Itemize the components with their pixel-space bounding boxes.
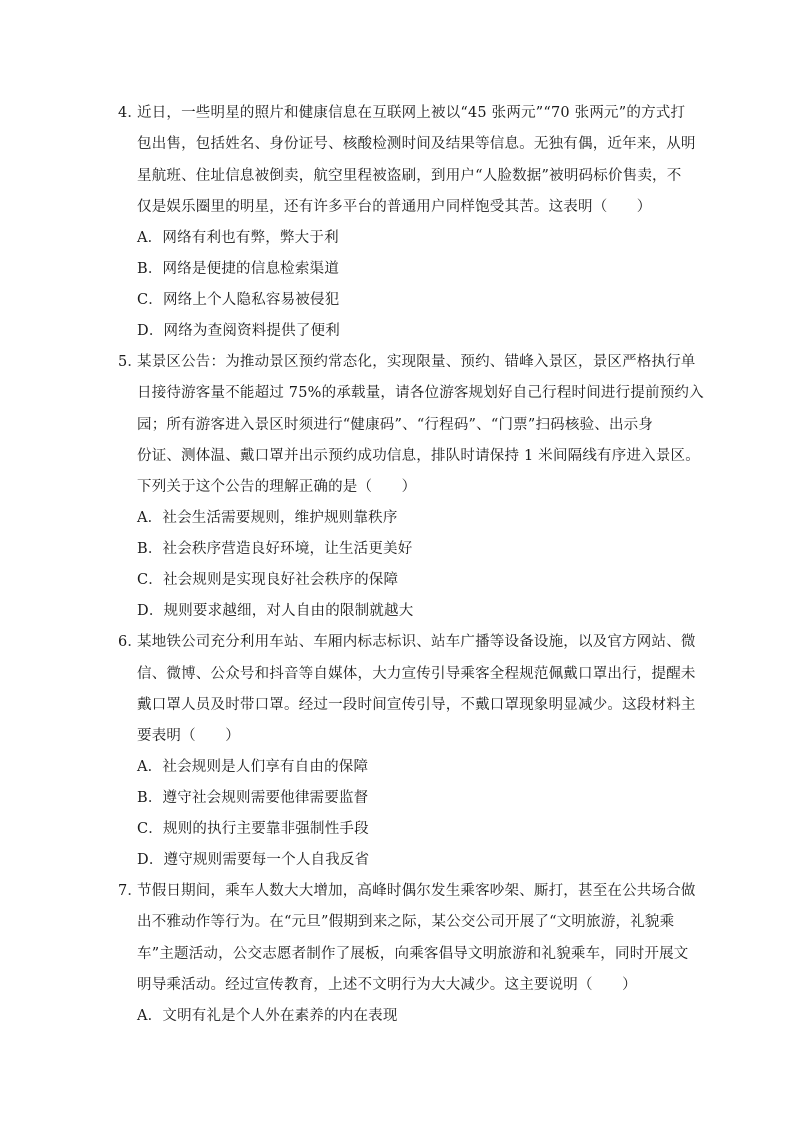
question-number: 6． (118, 634, 143, 650)
question-stem-line: 出不雅动作等行为。在“元旦”假期到来之际，某公交公司开展了“文明旅游，礼貌乘 (137, 914, 675, 930)
question-number: 7． (118, 883, 143, 899)
question-stem-line: 信、微博、公众号和抖音等自媒体，大力宣传引导乘客全程规范佩戴口罩出行，提醒未 (137, 666, 696, 682)
question-number: 4． (118, 105, 143, 121)
question-stem-line: 包出售，包括姓名、身份证号、核酸检测时间及结果等信息。无独有偶，近年来，从明 (137, 136, 696, 152)
option-a: A．文明有礼是个人外在素养的内在表现 (137, 1008, 398, 1024)
question-stem-line: 仅是娱乐圈里的明星，还有许多平台的普通用户同样饱受其苦。这表明（ ） (137, 199, 652, 215)
question-stem-line: 园；所有游客进入景区时须进行“健康码”、“行程码”、“门票”扫码核验、出示身 (137, 417, 654, 433)
option-c: C．规则的执行主要靠非强制性手段 (137, 821, 369, 837)
option-a: A．网络有利也有弊，弊大于利 (137, 230, 339, 246)
question-stem-line: 某景区公告：为推动景区预约常态化，实现限量、预约、错峰入景区，景区严格执行单 (137, 354, 696, 370)
question-stem-line: 日接待游客量不能超过 75%的承载量，请各位游客规划好自己行程时间进行提前预约入 (137, 385, 704, 401)
question-stem-line: 星航班、住址信息被倒卖，航空里程被盗刷，到用户“人脸数据”被明码标价售卖，不 (137, 168, 682, 184)
option-c: C．网络上个人隐私容易被侵犯 (137, 292, 340, 308)
question-stem-line: 下列关于这个公告的理解正确的是（ ） (137, 479, 417, 495)
option-b: B．遵守社会规则需要他律需要监督 (137, 790, 369, 806)
question-stem-line: 份证、测体温、戴口罩并出示预约成功信息，排队时请保持 1 米间隔线有序进入景区。 (137, 448, 700, 464)
option-d: D．规则要求越细，对人自由的限制就越大 (137, 603, 414, 619)
question-stem-line: 某地铁公司充分利用车站、车厢内标志标识、站车广播等设备设施，以及官方网站、微 (137, 634, 696, 650)
option-d: D．遵守规则需要每一个人自我反省 (137, 852, 370, 868)
question-stem-line: 要表明（ ） (137, 728, 240, 744)
option-b: B．社会秩序营造良好环境，让生活更美好 (137, 541, 413, 557)
option-b: B．网络是便捷的信息检索渠道 (137, 261, 339, 277)
question-stem-line: 节假日期间，乘车人数大大增加，高峰时偶尔发生乘客吵架、厮打，甚至在公共场合做 (137, 883, 696, 899)
question-stem-line: 明导乘活动。经过宣传教育，上述不文明行为大大减少。这主要说明（ ） (137, 977, 637, 993)
question-number: 5． (118, 354, 143, 370)
question-stem-line: 车”主题活动，公交志愿者制作了展板，向乘客倡导文明旅游和礼貌乘车，同时开展文 (137, 946, 689, 962)
question-stem-line: 近日，一些明星的照片和健康信息在互联网上被以“45 张两元”“70 张两元”的方式打 (137, 105, 686, 121)
question-stem-line: 戴口罩人员及时带口罩。经过一段时间宣传引导，不戴口罩现象明显减少。这段材料主 (137, 697, 696, 713)
option-d: D．网络为查阅资料提供了便利 (137, 323, 340, 339)
option-a: A．社会规则是人们享有自由的保障 (137, 759, 369, 775)
option-a: A．社会生活需要规则，维护规则靠秩序 (137, 510, 398, 526)
option-c: C．社会规则是实现良好社会秩序的保障 (137, 572, 399, 588)
